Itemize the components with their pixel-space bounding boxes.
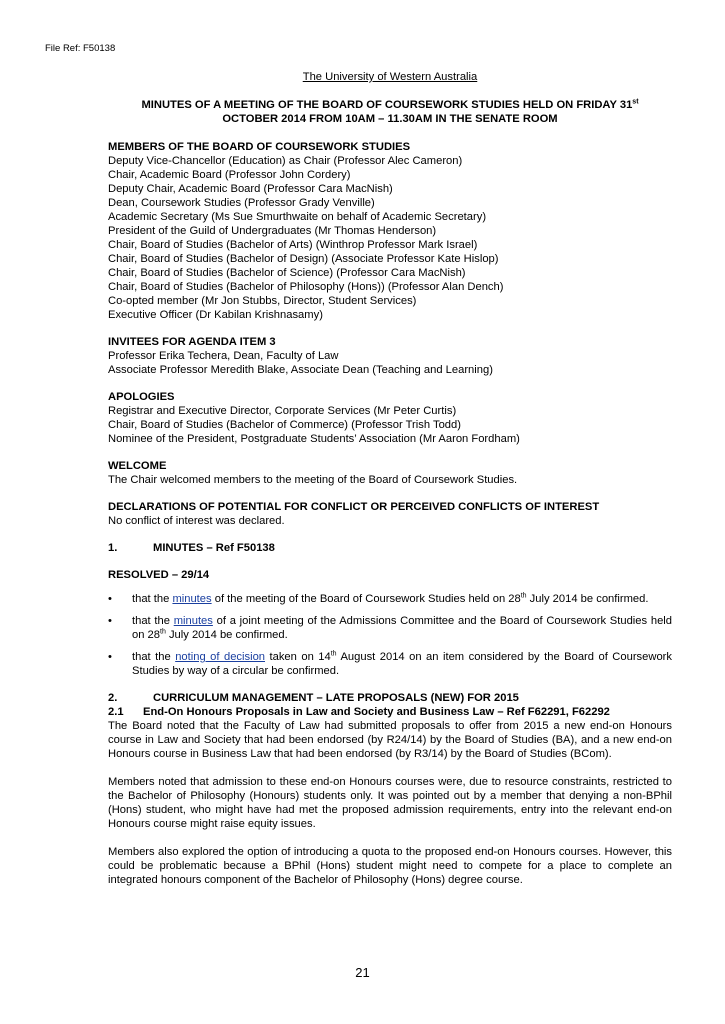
invitee-line: Professor Erika Techera, Dean, Faculty of Law xyxy=(108,350,339,362)
invitees-list xyxy=(108,349,672,377)
item-1-section xyxy=(108,541,672,678)
declarations-text: No conflict of interest was declared. xyxy=(108,515,285,527)
resolved-text-post: July 2014 be confirmed. xyxy=(526,593,649,605)
resolved-list xyxy=(108,592,672,678)
welcome-section xyxy=(108,459,672,487)
member-line: Academic Secretary (Ms Sue Smurthwaite on behalf of Academic Secretary) xyxy=(108,211,487,223)
resolved-link[interactable]: noting of decision xyxy=(175,651,266,663)
apology-line: Registrar and Executive Director, Corporate Services (Mr Peter Curtis) xyxy=(108,405,457,417)
resolved-text-sup: th xyxy=(520,592,527,600)
resolved-text-mid: of a joint meeting of the Admissions Committee and the Board of Coursework Studies held on 28 xyxy=(132,615,672,641)
item-2-heading: CURRICULUM MANAGEMENT – LATE PROPOSALS (NEW) FOR 2015 xyxy=(153,692,519,704)
members-section xyxy=(108,140,672,322)
member-line: Chair, Board of Studies (Bachelor of Philosophy (Hons)) (Professor Alan Dench) xyxy=(108,281,504,293)
invitees-heading: INVITEES FOR AGENDA ITEM 3 xyxy=(108,336,276,348)
resolved-text-mid: taken on 14 xyxy=(265,651,331,663)
item-2-heading-row xyxy=(108,691,672,705)
resolved-text-pre: that the xyxy=(132,593,173,605)
invitee-line: Associate Professor Meredith Blake, Associate Dean (Teaching and Learning) xyxy=(108,364,493,376)
resolved-item xyxy=(108,614,672,642)
resolved-item xyxy=(108,592,672,606)
item-1-heading-row xyxy=(108,541,672,555)
member-line: Executive Officer (Dr Kabilan Krishnasamy) xyxy=(108,309,323,321)
bullet-icon: • xyxy=(108,593,112,605)
document-body xyxy=(108,70,672,901)
item-2-number: 2. xyxy=(108,692,118,704)
members-list xyxy=(108,154,672,322)
declarations-heading: DECLARATIONS OF POTENTIAL FOR CONFLICT OR PERCEIVED CONFLICTS OF INTEREST xyxy=(108,501,600,513)
invitees-section xyxy=(108,335,672,377)
resolved-item xyxy=(108,650,672,678)
member-line: Chair, Board of Studies (Bachelor of Design) (Associate Professor Kate Hislop) xyxy=(108,253,499,265)
welcome-heading: WELCOME xyxy=(108,460,167,472)
title-line-1: MINUTES OF A MEETING OF THE BOARD OF COURSEWORK STUDIES HELD ON FRIDAY 31 xyxy=(141,99,633,111)
resolved-text-pre: that the xyxy=(132,615,174,627)
resolved-text-pre: that the xyxy=(132,651,176,663)
university-name: The University of Western Australia xyxy=(302,71,478,83)
file-reference: File Ref: F50138 xyxy=(45,43,116,54)
apology-line: Nominee of the President, Postgraduate Students’ Association (Mr Aaron Fordham) xyxy=(108,433,520,445)
member-line: Deputy Chair, Academic Board (Professor Cara MacNish) xyxy=(108,183,393,195)
apologies-section xyxy=(108,390,672,446)
document-title xyxy=(108,98,672,126)
item-2-1-number: 2.1 xyxy=(108,706,124,718)
bullet-icon: • xyxy=(108,651,112,663)
member-line: Chair, Board of Studies (Bachelor of Science) (Professor Cara MacNish) xyxy=(108,267,466,279)
item-1-number: 1. xyxy=(108,542,118,554)
member-line: Dean, Coursework Studies (Professor Grady Venville) xyxy=(108,197,375,209)
item-2-paragraph: Members noted that admission to these end-on Honours courses were, due to resource constraints, restricted to the Bachelor of Philosophy (Honours) students only. It was pointed out by a member that denying a non-BPhil (Hons) student, who might have had met the proposed admission requirements, entry into the relevant end-on Honours course might raise equity issues. xyxy=(108,776,672,830)
resolved-text-sup: th xyxy=(160,628,166,636)
item-2-1-heading: End-On Honours Proposals in Law and Society and Business Law – Ref F62291, F62292 xyxy=(143,706,610,718)
resolved-text-post: July 2014 be confirmed. xyxy=(165,629,288,641)
resolved-heading: RESOLVED – 29/14 xyxy=(108,569,210,581)
title-superscript: st xyxy=(632,98,639,106)
resolved-text-mid: of the meeting of the Board of Coursework Studies held on 28 xyxy=(211,593,521,605)
item-2-paragraph: Members also explored the option of introducing a quota to the proposed end-on Honours courses. However, this could be problematic because a BPhil (Hons) student might need to compete for a place to complete an integrated honours component of the Bachelor of Philosophy (Hons) degree course. xyxy=(108,846,672,886)
resolved-text-sup: th xyxy=(330,650,337,658)
item-1-heading: MINUTES – Ref F50138 xyxy=(153,542,275,554)
page-number: 21 xyxy=(355,965,370,980)
member-line: President of the Guild of Undergraduates (Mr Thomas Henderson) xyxy=(108,225,437,237)
resolved-link[interactable]: minutes xyxy=(173,615,213,627)
member-line: Co-opted member (Mr Jon Stubbs, Director, Student Services) xyxy=(108,295,417,307)
title-line-2: OCTOBER 2014 FROM 10AM – 11.30AM IN THE SENATE ROOM xyxy=(222,113,558,125)
apology-line: Chair, Board of Studies (Bachelor of Commerce) (Professor Trish Todd) xyxy=(108,419,461,431)
member-line: Chair, Board of Studies (Bachelor of Arts) (Winthrop Professor Mark Israel) xyxy=(108,239,478,251)
item-2-paragraph: The Board noted that the Faculty of Law had submitted proposals to offer from 2015 a new end-on Honours course in Law and Society that had been endorsed (by R24/14) by the Board of Studies (BA), and a new end-on Honours course in Business Law that had been endorsed (by R3/14) by the Board of Studies (BCom). xyxy=(108,720,672,760)
resolved-text-post: August 2014 on an item considered by the Board of Coursework Studies by way of a circular be confirmed. xyxy=(132,651,672,677)
members-heading: MEMBERS OF THE BOARD OF COURSEWORK STUDIES xyxy=(108,141,411,153)
apologies-heading: APOLOGIES xyxy=(108,391,175,403)
resolved-link[interactable]: minutes xyxy=(172,593,212,605)
declarations-section xyxy=(108,500,672,528)
item-2-section xyxy=(108,691,672,887)
bullet-icon: • xyxy=(108,615,112,627)
apologies-list xyxy=(108,404,672,446)
item-2-paragraphs xyxy=(108,719,672,887)
member-line: Deputy Vice-Chancellor (Education) as Chair (Professor Alec Cameron) xyxy=(108,155,463,167)
member-line: Chair, Academic Board (Professor John Cordery) xyxy=(108,169,351,181)
welcome-text: The Chair welcomed members to the meeting of the Board of Coursework Studies. xyxy=(108,474,518,486)
item-2-1-heading-row xyxy=(108,705,672,719)
